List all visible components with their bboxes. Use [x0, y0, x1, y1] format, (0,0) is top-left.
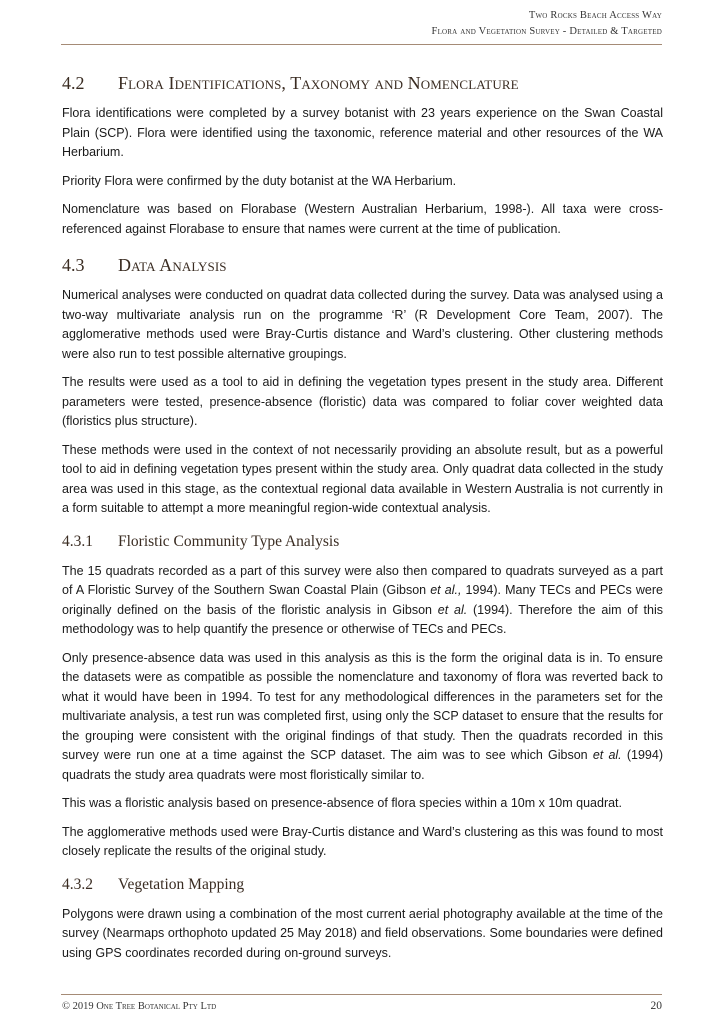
footer-divider	[61, 994, 662, 995]
subsection-number: 4.3.2	[62, 875, 93, 893]
subsection-title: Vegetation Mapping	[118, 875, 245, 893]
section-heading-4-3	[62, 253, 663, 277]
paragraph: Flora identifications were completed by a survey botanist with 23 years experience on the Swan Coastal Plain (SCP). Flora were identified using the taxonomic, reference material and other resources of the WA Herbarium.	[62, 106, 663, 159]
italic-text: et al.	[592, 748, 622, 762]
paragraph: Only presence-absence data was used in this analysis as this is the form the original data is in. To ensure the datasets were as compatible as possible the nomenclature and taxonomy of flora was reverted back to what it would have been in 1994. To test for any methodological differences in the parameters set for the multivariate analysis, a test run was completed first, using only the SCP dataset to ensure that the results for the grouping were consistent with the original findings of that study. Then the quadrats recorded in this survey were run one at a time against the SCP dataset. The aim was to see which Gibson et al. (1994) quadrats the study area quadrats were most floristically similar to.	[62, 650, 663, 782]
section-number: 4.3	[62, 255, 85, 275]
section-number: 4.2	[62, 73, 85, 93]
subsection-heading-4-3-2	[62, 874, 663, 896]
paragraph: The agglomerative methods used were Bray-Curtis distance and Ward’s clustering as this was found to most closely replicate the results of the original study.	[62, 824, 663, 858]
subsection-title: Floristic Community Type Analysis	[118, 532, 340, 550]
header-project-title: Two Rocks Beach Access Way	[528, 10, 662, 21]
paragraph: These methods were used in the context of not necessarily providing an absolute result, but as a powerful tool to aid in defining vegetation types present within the study area. Only quadrat data collected in the study area was used in this stage, as the contextual regional data available in Western Australia is not currently in a form suitable to attempt a more meaningful region-wide contextual analysis.	[62, 442, 663, 515]
subsection-heading-4-3-1	[62, 531, 663, 553]
paragraph: Nomenclature was based on Florabase (Western Australian Herbarium, 1998-). All taxa were cross-referenced against Florabase to ensure that names were current at the time of publication.	[62, 202, 663, 236]
paragraph: The results were used as a tool to aid in defining the vegetation types present in the study area. Different parameters were tested, presence-absence (floristic) data was compared to foliar cover weighted data (floristics plus structure).	[62, 375, 663, 428]
italic-text: et al.,	[430, 583, 462, 597]
subsection-number: 4.3.1	[62, 532, 93, 550]
paragraph: Priority Flora were confirmed by the duty botanist at the WA Herbarium.	[62, 173, 457, 188]
section-title: Flora Identifications, Taxonomy and Nomenclature	[118, 73, 519, 93]
header-report-title: Flora and Vegetation Survey - Detailed & Targeted	[431, 26, 662, 37]
running-header	[432, 8, 662, 40]
paragraph: Polygons were drawn using a combination of the most current aerial photography available at the time of the survey (Nearmaps orthophoto updated 25 May 2018) and field observations. Some boundaries were defined using GPS coordinates recorded during on-ground surveys.	[62, 906, 663, 960]
document-body	[62, 71, 663, 963]
section-heading-4-2	[62, 71, 663, 95]
paragraph: This was a floristic analysis based on presence-absence of flora species within a 10m x 10m quadrat.	[62, 796, 623, 810]
paragraph: Numerical analyses were conducted on quadrat data collected during the survey. Data was analysed using a two-way multivariate analysis run on the programme ‘R’ (R Development Core Team, 2007). The agglomerative methods used were Bray-Curtis distance and Ward’s clustering. Other clustering methods were also run to test possible alternative groupings.	[62, 288, 663, 361]
header-divider	[61, 44, 662, 45]
section-title: Data Analysis	[118, 255, 227, 275]
paragraph: The 15 quadrats recorded as a part of this survey were also then compared to quadrats surveyed as a part of A Floristic Survey of the Southern Swan Coastal Plain (Gibson et al., 1994). Many TECs and PECs were originally defined on the basis of the floristic analysis in Gibson et al. (1994). Therefore the aim of this methodology was to help quantify the presence or otherwise of TECs and PECs.	[62, 563, 663, 636]
page-number: 20	[650, 1000, 662, 1012]
italic-text: et al.	[437, 602, 468, 617]
footer-copyright: © 2019 One Tree Botanical Pty Ltd	[62, 1001, 217, 1012]
